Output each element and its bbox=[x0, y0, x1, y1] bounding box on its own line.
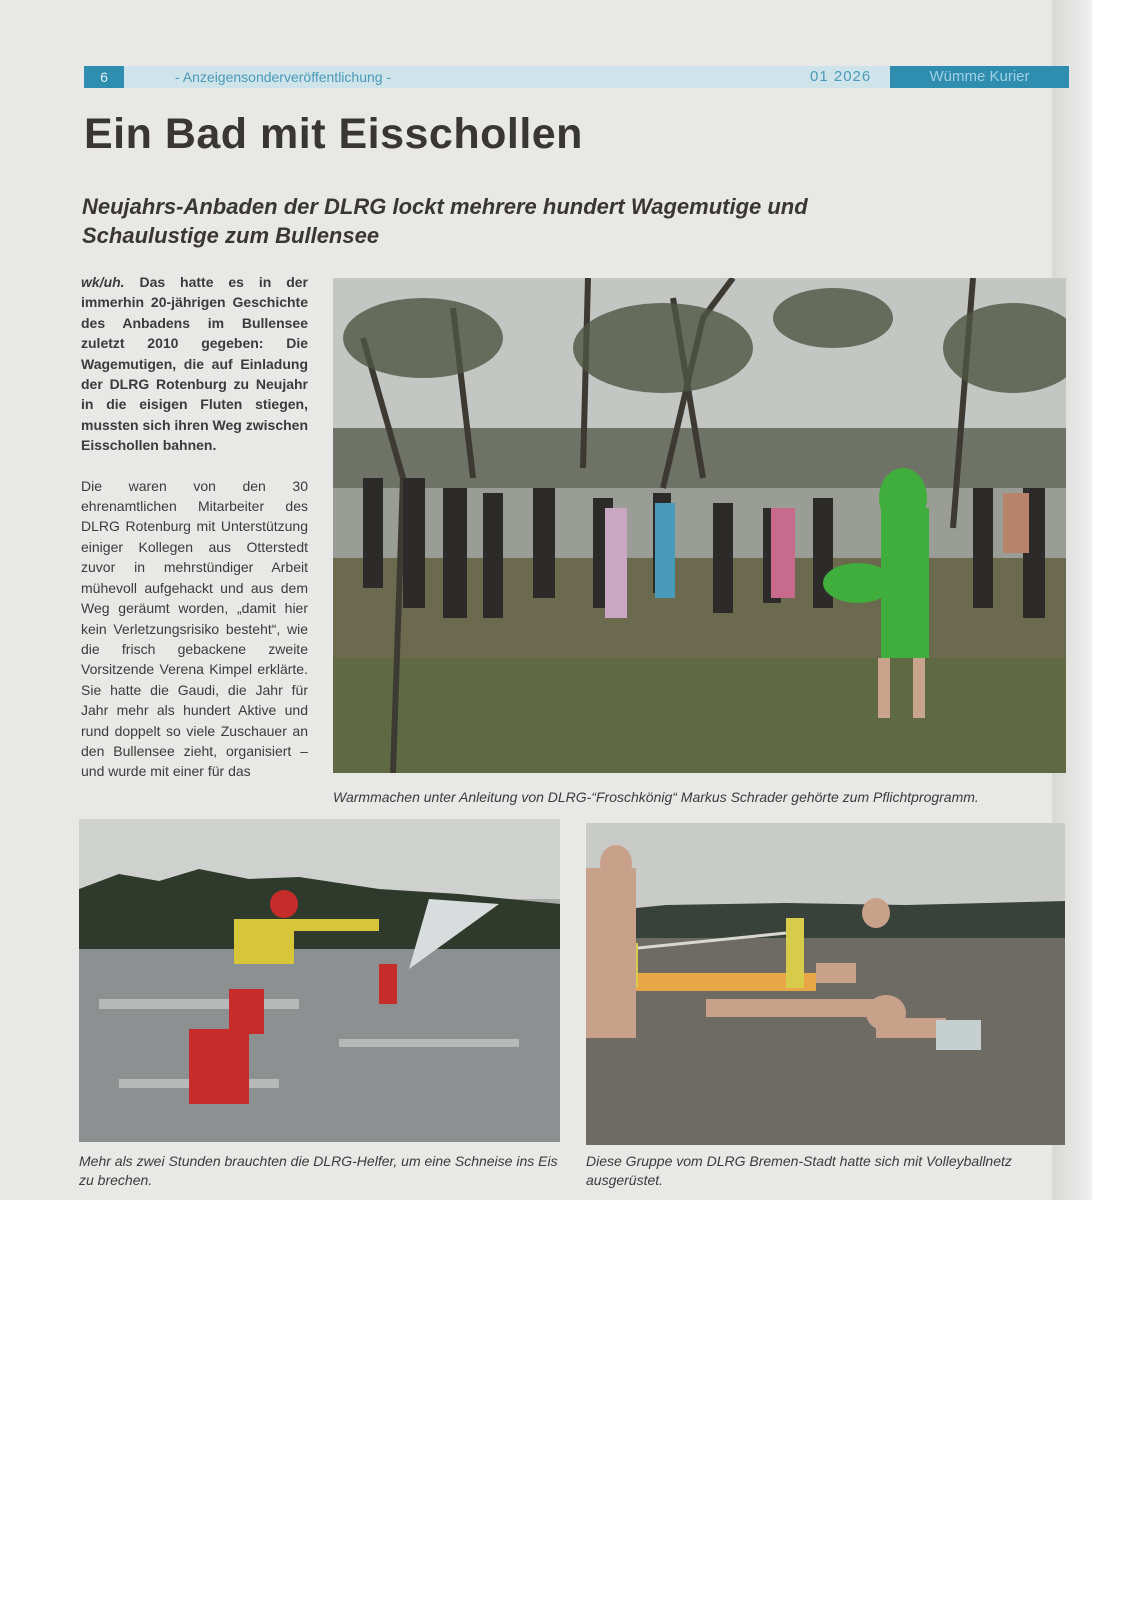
volleyball-photo bbox=[586, 823, 1065, 1145]
main-photo-image bbox=[333, 278, 1066, 773]
volleyball-photo-image bbox=[586, 823, 1065, 1145]
ice-breaking-caption: Mehr als zwei Stunden brauchten die DLRG-Helfer, um eine Schneise ins Eis zu brechen. bbox=[79, 1153, 558, 1188]
page-number: 6 bbox=[84, 66, 124, 88]
lead-paragraph bbox=[81, 272, 308, 456]
ice-breaking-photo bbox=[79, 819, 560, 1142]
brand-logo: Wümme Kurier bbox=[890, 66, 1069, 88]
main-photo bbox=[333, 278, 1066, 773]
subhead: Neujahrs-Anbaden der DLRG lockt mehrere hundert Wagemutige und Schaulustige zum Bullensee bbox=[82, 194, 808, 248]
body-paragraph: Die waren von den 30 ehrenamtlichen Mitarbeiter des DLRG Rotenburg mit Unterstützung einiger Kollegen aus Otterstedt zuvor in mehrstündiger Arbeit mühevoll aufgehackt und aus dem Weg geräumt worden, „damit hier kein Verletzungsrisiko besteht“, wie die frisch gebackene zweite Vorsitzende Verena Kimpel erklärte. Sie hatte die Gaudi, die Jahr für Jahr mehr als hundert Aktive und rund doppelt so viele Zuschauer an den Bullensee zieht, organisiert – und wurde mit einer für das bbox=[81, 477, 308, 780]
article-column bbox=[81, 272, 308, 782]
lead-text: Das hatte es in der immerhin 20-jährigen Geschichte des Anbadens im Bullensee zuletzt 2010 gegeben: Die Wagemutigen, die auf Einladung der DLRG Rotenburg zu Neujahr in die eisigen Fluten stiegen, mussten sich ihren Weg zwischen Eisschollen bahnen. bbox=[81, 274, 308, 454]
issue-date: 01 2026 bbox=[810, 68, 872, 85]
author-initials: wk/uh. bbox=[81, 274, 125, 290]
section-label: - Anzeigensonderveröffentlichung - bbox=[175, 69, 392, 85]
ice-breaking-photo-image bbox=[79, 819, 560, 1142]
main-photo-caption: Warmmachen unter Anleitung von DLRG-“Froschkönig“ Markus Schrader gehörte zum Pflichtprogramm. bbox=[333, 789, 979, 805]
headline: Ein Bad mit Eisschollen bbox=[84, 110, 583, 158]
volleyball-caption: Diese Gruppe vom DLRG Bremen-Stadt hatte sich mit Volleyballnetz ausgerüstet. bbox=[586, 1153, 1012, 1188]
